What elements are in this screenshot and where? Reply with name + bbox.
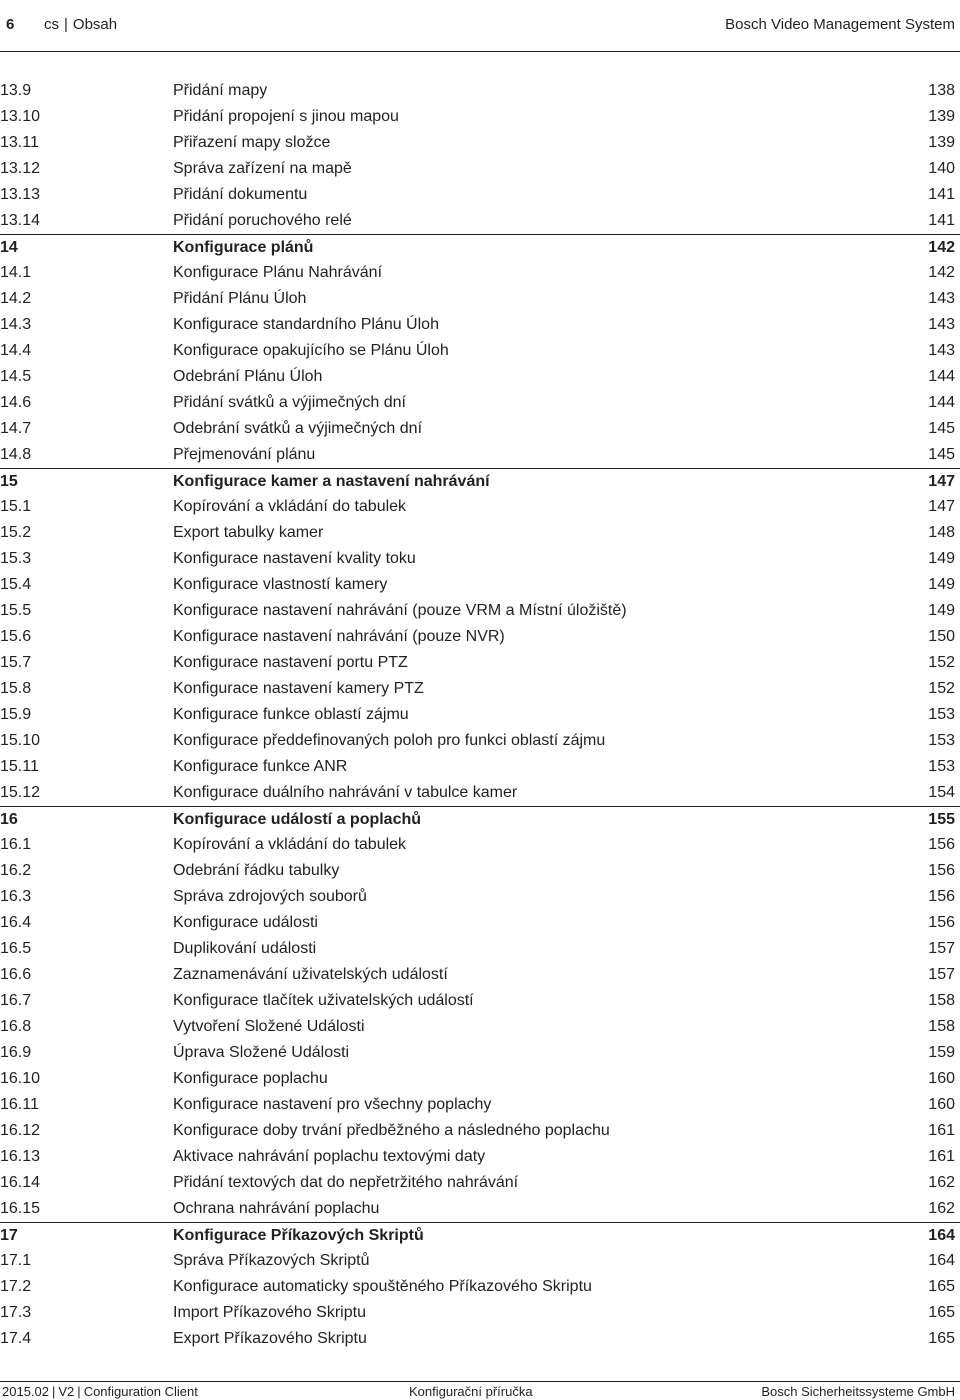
toc-entry[interactable] [0, 78, 960, 104]
toc-entry-page: 153 [928, 706, 955, 723]
footer-company: Bosch Sicherheitssysteme GmbH [761, 1384, 955, 1399]
toc-entry-number: 13.14 [0, 212, 41, 229]
toc-entry-page: 145 [928, 446, 955, 463]
toc-chapter-entry[interactable] [0, 468, 960, 494]
toc-entry-page: 147 [928, 473, 955, 490]
toc-entry[interactable] [0, 1326, 960, 1352]
toc-entry-number: 15.9 [0, 706, 32, 723]
toc-entry[interactable] [0, 884, 960, 910]
toc-entry-page: 157 [928, 940, 955, 957]
toc-entry-page: 150 [928, 628, 955, 645]
toc-entry-number: 17.1 [0, 1252, 32, 1269]
toc-entry-page: 149 [928, 602, 955, 619]
toc-entry-page: 165 [928, 1304, 955, 1321]
toc-entry-number: 14.2 [0, 290, 32, 307]
toc-entry-title: Vytvoření Složené Události [173, 1018, 365, 1035]
toc-entry-title: Odebrání řádku tabulky [173, 862, 340, 879]
toc-entry-title: Konfigurace doby trvání předběžného a následného poplachu [173, 1122, 610, 1139]
toc-entry-title: Konfigurace nastavení kvality toku [173, 550, 416, 567]
toc-chapter-entry[interactable] [0, 234, 960, 260]
footer-date: 2015.02 [2, 1384, 49, 1399]
toc-entry-title: Konfigurace vlastností kamery [173, 576, 388, 593]
header-section-title: Obsah [72, 16, 118, 33]
toc-entry-title: Přidání mapy [173, 82, 268, 99]
toc-entry-number: 15.12 [0, 784, 41, 801]
toc-entry-number: 17.3 [0, 1304, 32, 1321]
toc-entry-page: 149 [928, 550, 955, 567]
toc-entry-page: 153 [928, 758, 955, 775]
toc-entry-title: Konfigurace nastavení nahrávání (pouze NVR) [173, 628, 505, 645]
toc-entry-title: Přidání dokumentu [173, 186, 308, 203]
toc-entry-page: 139 [928, 108, 955, 125]
toc-entry-page: 141 [928, 212, 955, 229]
toc-entry-title: Správa zařízení na mapě [173, 160, 352, 177]
toc-entry-title: Úprava Složené Události [173, 1044, 350, 1061]
toc-entry[interactable] [0, 936, 960, 962]
toc-entry-page: 155 [928, 811, 955, 828]
toc-entry-title: Konfigurace Plánu Nahrávání [173, 264, 383, 281]
toc-entry[interactable] [0, 104, 960, 130]
toc-entry-page: 147 [928, 498, 955, 515]
toc-entry-page: 143 [928, 290, 955, 307]
toc-entry-title: Konfigurace nastavení portu PTZ [173, 654, 408, 671]
toc-entry[interactable] [0, 702, 960, 728]
toc-entry-number: 16.6 [0, 966, 32, 983]
toc-entry-title: Správa zdrojových souborů [173, 888, 367, 905]
toc-entry-page: 143 [928, 342, 955, 359]
toc-entry-page: 156 [928, 914, 955, 931]
toc-entry-page: 157 [928, 966, 955, 983]
toc-entry-number: 16.8 [0, 1018, 32, 1035]
toc-entry-title: Konfigurace funkce ANR [173, 758, 348, 775]
toc-entry-page: 156 [928, 836, 955, 853]
toc-entry[interactable] [0, 598, 960, 624]
toc-entry-number: 13.9 [0, 82, 32, 99]
toc-entry-page: 156 [928, 888, 955, 905]
toc-entry-number: 14 [0, 239, 18, 256]
toc-entry-title: Přidání propojení s jinou mapou [173, 108, 399, 125]
toc-entry-title: Konfigurace kamer a nastavení nahrávání [173, 473, 490, 490]
toc-entry-page: 162 [928, 1200, 955, 1217]
header-separator: | [64, 16, 68, 33]
toc-entry-page: 161 [928, 1122, 955, 1139]
toc-entry-number: 16.13 [0, 1148, 41, 1165]
toc-entry[interactable] [0, 494, 960, 520]
toc-entry[interactable] [0, 1092, 960, 1118]
toc-entry[interactable] [0, 1040, 960, 1066]
toc-entry-title: Konfigurace opakujícího se Plánu Úloh [173, 342, 449, 359]
toc-entry-number: 13.10 [0, 108, 41, 125]
toc-entry-title: Konfigurace automaticky spouštěného Příkazového Skriptu [173, 1278, 592, 1295]
toc-entry[interactable] [0, 1274, 960, 1300]
toc-entry-number: 17.4 [0, 1330, 32, 1347]
toc-entry-number: 16.10 [0, 1070, 41, 1087]
toc-entry-number: 14.6 [0, 394, 32, 411]
toc-entry-page: 143 [928, 316, 955, 333]
toc-entry-page: 149 [928, 576, 955, 593]
toc-entry[interactable] [0, 442, 960, 468]
toc-entry-title: Konfigurace standardního Plánu Úloh [173, 316, 439, 333]
toc-entry-number: 15.2 [0, 524, 32, 541]
toc-entry-title: Ochrana nahrávání poplachu [173, 1200, 380, 1217]
toc-entry-number: 16.9 [0, 1044, 32, 1061]
toc-entry-page: 158 [928, 1018, 955, 1035]
toc-entry-page: 152 [928, 654, 955, 671]
toc-entry-title: Přidání Plánu Úloh [173, 290, 307, 307]
toc-entry-number: 15.6 [0, 628, 32, 645]
toc-entry[interactable] [0, 546, 960, 572]
toc-entry-title: Konfigurace událostí a poplachů [173, 811, 422, 828]
toc-entry-number: 17.2 [0, 1278, 32, 1295]
toc-entry-page: 165 [928, 1278, 955, 1295]
toc-entry[interactable] [0, 754, 960, 780]
toc-entry-page: 160 [928, 1096, 955, 1113]
toc-entry[interactable] [0, 208, 960, 234]
header-section [44, 16, 117, 33]
toc-entry[interactable] [0, 1144, 960, 1170]
toc-entry[interactable] [0, 780, 960, 806]
toc-entry-number: 13.12 [0, 160, 41, 177]
toc-entry-page: 140 [928, 160, 955, 177]
toc-entry-page: 142 [928, 264, 955, 281]
toc-entry[interactable] [0, 1014, 960, 1040]
toc-entry[interactable] [0, 572, 960, 598]
toc-entry-title: Konfigurace poplachu [173, 1070, 328, 1087]
toc-entry[interactable] [0, 624, 960, 650]
toc-entry-title: Import Příkazového Skriptu [173, 1304, 366, 1321]
toc-entry-page: 138 [928, 82, 955, 99]
toc-entry[interactable] [0, 910, 960, 936]
toc-entry-page: 156 [928, 862, 955, 879]
toc-entry-number: 15.5 [0, 602, 32, 619]
toc-entry-number: 14.8 [0, 446, 32, 463]
page-footer [0, 1381, 960, 1400]
toc-entry-title: Konfigurace plánů [173, 239, 314, 256]
toc-entry-title: Export Příkazového Skriptu [173, 1330, 367, 1347]
toc-entry[interactable] [0, 1118, 960, 1144]
toc-entry[interactable] [0, 364, 960, 390]
toc-entry-number: 16.12 [0, 1122, 41, 1139]
header-product: Bosch Video Management System [725, 16, 955, 33]
toc-entry-number: 15.7 [0, 654, 32, 671]
toc-entry-number: 15.4 [0, 576, 32, 593]
toc-entry[interactable] [0, 1300, 960, 1326]
page-number: 6 [6, 16, 15, 33]
toc-entry-title: Přejmenování plánu [173, 446, 316, 463]
toc-entry-title: Export tabulky kamer [173, 524, 324, 541]
toc-entry-title: Duplikování události [173, 940, 317, 957]
table-of-contents [0, 78, 960, 1352]
toc-entry-page: 145 [928, 420, 955, 437]
toc-entry-page: 159 [928, 1044, 955, 1061]
toc-entry-title: Přidání textových dat do nepřetržitého nahrávání [173, 1174, 519, 1191]
toc-entry[interactable] [0, 130, 960, 156]
toc-entry[interactable] [0, 962, 960, 988]
toc-entry-page: 141 [928, 186, 955, 203]
toc-entry-number: 15.11 [0, 758, 39, 775]
page-header [0, 0, 960, 52]
toc-entry[interactable] [0, 1248, 960, 1274]
toc-entry-title: Kopírování a vkládání do tabulek [173, 498, 407, 515]
toc-entry-page: 152 [928, 680, 955, 697]
toc-entry-page: 153 [928, 732, 955, 749]
toc-entry-number: 15.3 [0, 550, 32, 567]
toc-entry-title: Správa Příkazových Skriptů [173, 1252, 370, 1269]
header-language: cs [44, 16, 59, 33]
toc-entry-title: Přidání svátků a výjimečných dní [173, 394, 406, 411]
toc-entry-title: Odebrání svátků a výjimečných dní [173, 420, 423, 437]
toc-entry-number: 16.15 [0, 1200, 41, 1217]
toc-entry-number: 16.14 [0, 1174, 41, 1191]
toc-entry-number: 14.1 [0, 264, 32, 281]
toc-entry[interactable] [0, 416, 960, 442]
toc-entry-number: 16.3 [0, 888, 32, 905]
toc-entry-title: Aktivace nahrávání poplachu textovými daty [173, 1148, 486, 1165]
toc-entry-page: 139 [928, 134, 955, 151]
toc-entry-title: Odebrání Plánu Úloh [173, 368, 323, 385]
footer-separator: | [77, 1384, 81, 1399]
toc-entry-number: 15 [0, 473, 18, 490]
toc-entry-number: 13.13 [0, 186, 41, 203]
toc-entry-page: 144 [928, 368, 955, 385]
toc-entry[interactable] [0, 286, 960, 312]
footer-version: V2 [58, 1384, 75, 1399]
toc-entry-number: 14.3 [0, 316, 32, 333]
toc-entry-number: 13.11 [0, 134, 39, 151]
toc-entry-page: 158 [928, 992, 955, 1009]
footer-product: Configuration Client [83, 1384, 198, 1399]
toc-entry-number: 16.7 [0, 992, 32, 1009]
toc-entry-title: Konfigurace události [173, 914, 318, 931]
toc-entry-number: 16.5 [0, 940, 32, 957]
toc-entry-page: 144 [928, 394, 955, 411]
toc-entry[interactable] [0, 650, 960, 676]
toc-entry-number: 15.1 [0, 498, 32, 515]
toc-entry-page: 160 [928, 1070, 955, 1087]
toc-entry-title: Konfigurace Příkazových Skriptů [173, 1227, 424, 1244]
toc-entry[interactable] [0, 390, 960, 416]
footer-left [2, 1384, 198, 1399]
toc-chapter-entry[interactable] [0, 1222, 960, 1248]
toc-entry-page: 148 [928, 524, 955, 541]
toc-entry-title: Přidání poruchového relé [173, 212, 352, 229]
toc-entry-page: 162 [928, 1174, 955, 1191]
toc-entry-number: 16.1 [0, 836, 32, 853]
toc-entry[interactable] [0, 832, 960, 858]
toc-entry[interactable] [0, 520, 960, 546]
toc-entry-page: 142 [928, 239, 955, 256]
toc-entry-page: 165 [928, 1330, 955, 1347]
toc-entry[interactable] [0, 1170, 960, 1196]
toc-entry-number: 16.2 [0, 862, 32, 879]
toc-entry[interactable] [0, 1196, 960, 1222]
toc-entry-title: Konfigurace nastavení nahrávání (pouze VRM a Místní úložiště) [173, 602, 627, 619]
toc-entry-page: 164 [928, 1252, 955, 1269]
toc-entry-page: 161 [928, 1148, 955, 1165]
toc-entry-number: 14.7 [0, 420, 32, 437]
toc-chapter-entry[interactable] [0, 806, 960, 832]
toc-entry[interactable] [0, 182, 960, 208]
toc-entry[interactable] [0, 156, 960, 182]
toc-entry-number: 16 [0, 811, 18, 828]
toc-entry[interactable] [0, 338, 960, 364]
toc-entry[interactable] [0, 260, 960, 286]
toc-entry-number: 15.8 [0, 680, 32, 697]
footer-doc-type: Konfigurační příručka [409, 1384, 533, 1399]
footer-separator: | [52, 1384, 56, 1399]
toc-entry-number: 17 [0, 1227, 18, 1244]
toc-entry[interactable] [0, 676, 960, 702]
toc-entry[interactable] [0, 988, 960, 1014]
toc-entry-title: Konfigurace duálního nahrávání v tabulce kamer [173, 784, 518, 801]
toc-entry-page: 164 [928, 1227, 955, 1244]
toc-entry-page: 154 [928, 784, 955, 801]
toc-entry-number: 14.5 [0, 368, 32, 385]
toc-entry-title: Konfigurace nastavení pro všechny poplachy [173, 1096, 492, 1113]
toc-entry-number: 15.10 [0, 732, 41, 749]
toc-entry-title: Zaznamenávání uživatelských událostí [173, 966, 448, 983]
toc-entry[interactable] [0, 312, 960, 338]
toc-entry-title: Kopírování a vkládání do tabulek [173, 836, 407, 853]
toc-entry-number: 16.11 [0, 1096, 39, 1113]
toc-entry-number: 14.4 [0, 342, 32, 359]
toc-entry[interactable] [0, 1066, 960, 1092]
toc-entry[interactable] [0, 858, 960, 884]
toc-entry-number: 16.4 [0, 914, 32, 931]
toc-entry-title: Konfigurace předdefinovaných poloh pro funkci oblastí zájmu [173, 732, 606, 749]
toc-entry-title: Konfigurace nastavení kamery PTZ [173, 680, 424, 697]
toc-entry[interactable] [0, 728, 960, 754]
toc-entry-title: Konfigurace tlačítek uživatelských událostí [173, 992, 474, 1009]
toc-entry-title: Konfigurace funkce oblastí zájmu [173, 706, 409, 723]
toc-entry-title: Přiřazení mapy složce [173, 134, 331, 151]
